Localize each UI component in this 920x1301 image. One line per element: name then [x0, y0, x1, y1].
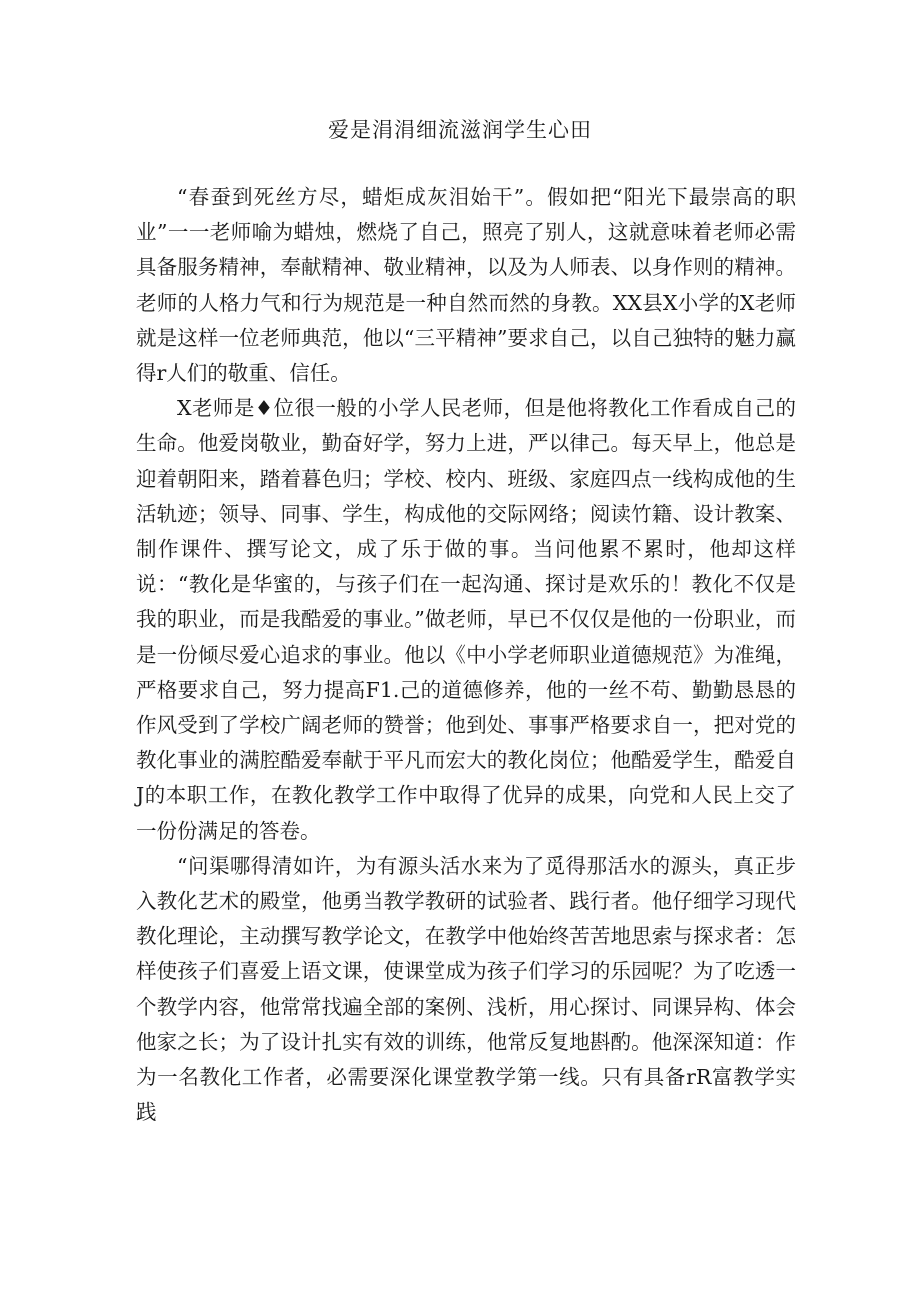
- paragraph-2: X老师是♦位很一般的小学人民老师，但是他将教化工作看成自己的生命。他爱岗敬业，勤奋好学，努力上进，严以律己。每天早上，他总是迎着朝阳来，踏着暮色归；学校、校内、班级、家庭四点一线构成他的生活轨迹；领导、同事、学生，构成他的交际网络；阅读竹籍、设计教案、制作课件、撰写论文，成了乐于做的事。当问他累不累时，他却这样说：“教化是华蜜的，与孩子们在一起沟通、探讨是欢乐的！教化不仅是我的职业，而是我酷爱的事业。”做老师，早已不仅仅是他的一份职业，而是一份倾尽爱心追求的事业。他以《中小学老师职业道德规范》为准绳，严格要求自己，努力提高F1.己的道德修养，他的一丝不苟、勤勤恳恳的作风受到了学校广阔老师的赞誉；他到处、事事严格要求自一，把对党的教化事业的满腔酷爱奉献于平凡而宏大的教化岗位；他酷爱学生，酷爱自J的本职工作，在教化教学工作中取得了优异的成果，向党和人民上交了一份份满足的答卷。: [136, 396, 796, 843]
- document-body: [136, 180, 796, 1130]
- paragraph-1: “春蚕到死丝方尽，蜡炬成灰泪始干”。假如把“阳光下最崇高的职业”一一老师喻为蜡烛，燃烧了自己，照亮了别人，这就意味着老师必需具备服务精神，奉献精神、敬业精神，以及为人师表、以身作则的精神。老师的人格力气和行为规范是一种自然而然的身教。XX县X小学的X老师就是这样一位老师典范，他以“三平精神”要求自己，以自己独特的魅力赢得r人们的敬重、信任。: [136, 185, 796, 386]
- paragraph-3: “问渠哪得清如许，为有源头活水来为了觅得那活水的源头，真正步入教化艺术的殿堂，他勇当教学教研的试验者、践行者。他仔细学习现代教化理论，主动撰写教学论文，在教学中他始终苦苦地思索与探求者：怎样使孩子们喜爱上语文课，使课堂成为孩子们学习的乐园呢？为了吃透一个教学内容，他常常找遍全部的案例、浅析，用心探讨、同课异构、体会他家之长；为了设计扎实有效的训练，他常反复地斟酌。他深深知道：作为一名教化工作者，必需要深化课堂教学第一线。只有具备rR富教学实践: [136, 853, 796, 1125]
- document-title: 爱是涓涓细流滋润学生心田: [328, 118, 592, 142]
